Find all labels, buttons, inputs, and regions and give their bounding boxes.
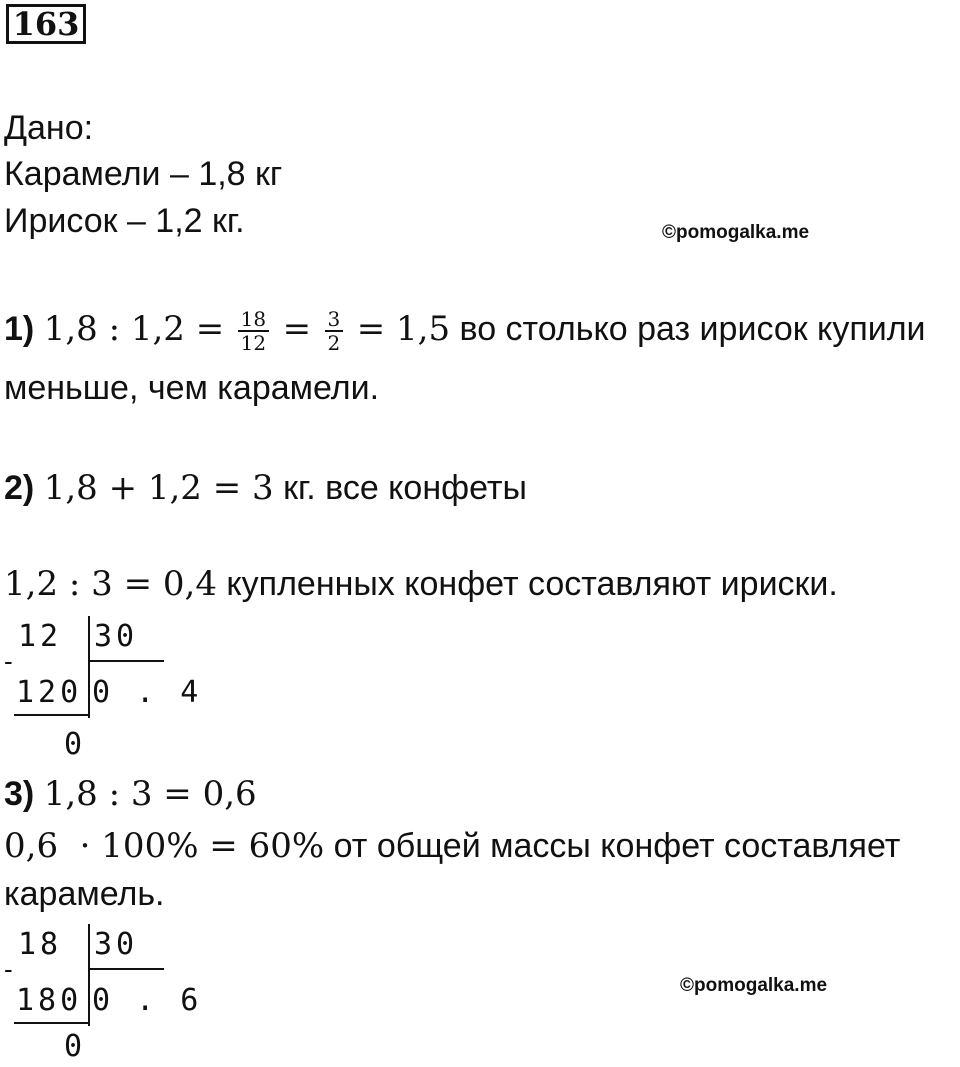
division2-divisor-underline xyxy=(88,968,164,970)
step1-line xyxy=(4,308,926,354)
step3-label: 3) xyxy=(4,775,35,813)
frac2-denominator: 2 xyxy=(327,331,341,355)
division2-subtrahend: 180 xyxy=(16,983,83,1018)
step2-line2-expr: 1,2 : 3 = 0,4 xyxy=(4,564,217,604)
step1-text: во столько раз ирисок купили xyxy=(450,309,926,348)
task-number: 163 xyxy=(6,4,86,44)
division2-divisor: 30 xyxy=(94,927,139,962)
division1-quotient: 0 . 4 xyxy=(92,675,203,710)
step2-text: кг. все конфеты xyxy=(273,469,527,507)
step3-line xyxy=(4,774,257,814)
division1-minus: - xyxy=(4,646,13,676)
step2-line2-text: купленных конфет составляют ириски. xyxy=(216,565,838,603)
step1-label: 1) xyxy=(4,309,35,348)
step1-fraction-2 xyxy=(325,308,344,354)
step3-line2 xyxy=(4,826,900,866)
division1-dividend: 12 xyxy=(18,619,63,654)
step3-line2-expr: 0,6 · 100% = 60% xyxy=(4,826,325,866)
frac2-numerator: 3 xyxy=(325,308,344,332)
division2-result-underline xyxy=(14,1022,88,1024)
given-line-toffee: Ирисок – 1,2 кг. xyxy=(4,202,245,240)
watermark-bottom: ©pomogalka.me xyxy=(680,975,828,996)
step1-expr-b: = 1,5 xyxy=(356,308,451,349)
step2-line2 xyxy=(4,564,838,604)
given-line-caramel: Карамели – 1,8 кг xyxy=(4,155,283,193)
step3-line3: карамель. xyxy=(4,875,165,913)
step1-text-line2: меньше, чем карамели. xyxy=(4,369,380,407)
watermark-top: ©pomogalka.me xyxy=(662,222,810,243)
division1-subtrahend: 120 xyxy=(16,675,83,710)
division1-remainder: 0 xyxy=(64,727,87,762)
division1-divisor-underline xyxy=(88,660,164,662)
division2-minus: - xyxy=(4,954,13,984)
frac1-denominator: 12 xyxy=(240,331,267,355)
division1-result-underline xyxy=(14,714,88,716)
step1-fraction-1 xyxy=(238,308,269,354)
step1-expr-a: 1,8 : 1,2 = xyxy=(43,308,225,349)
division2-dividend: 18 xyxy=(18,927,63,962)
division2-vertical-bar xyxy=(88,924,90,1026)
frac1-numerator: 18 xyxy=(238,308,269,332)
division1-divisor: 30 xyxy=(94,619,139,654)
division1-vertical-bar xyxy=(88,616,90,718)
step1-eq: = xyxy=(282,308,312,349)
division2-quotient: 0 . 6 xyxy=(92,983,203,1018)
step2-label: 2) xyxy=(4,469,35,507)
step3-line2-text: от общей массы конфет составляет xyxy=(324,827,901,865)
given-title: Дано: xyxy=(4,109,94,147)
step2-expr: 1,8 + 1,2 = 3 xyxy=(43,468,274,508)
division2-remainder: 0 xyxy=(64,1029,87,1064)
step3-expr: 1,8 : 3 = 0,6 xyxy=(43,774,257,814)
step2-line xyxy=(4,468,527,508)
